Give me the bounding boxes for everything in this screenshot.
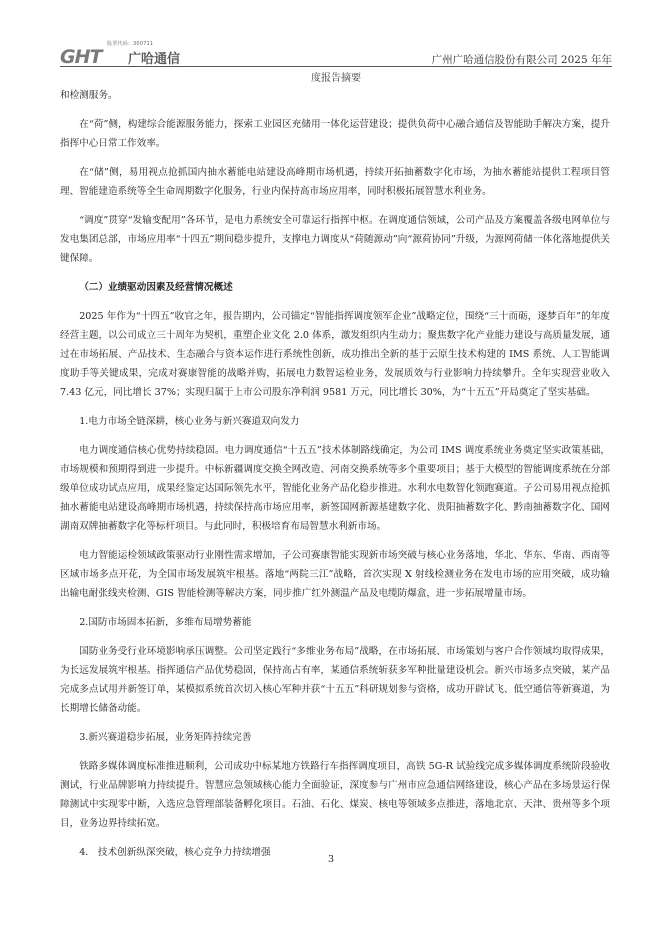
paragraph: 在“荷”侧，构建综合能源服务能力，探索工业园区充储用一体化运营建设；提供负荷中心融合通信及智能助手解决方案，提升指挥中心日常工作效率。 (60, 119, 610, 149)
header-report-title: 广州广哈通信股份有限公司 2025 年年 (431, 54, 612, 66)
subsection-heading: 1.电力市场全链深耕，核心业务与新兴赛道双向发力 (79, 416, 300, 427)
paragraph: 电力调度通信核心优势持续稳固。电力调度通信“十五五”技术体制路线确定，为公司 IMS 调度系统业务奠定坚实政策基础，市场规模和预期得到进一步提升。中标新疆调度交换全网改造、河南交换系统等多个重要项目；基于大模型的智能调度系统在分部级单位成功试点应用，成果经鉴定达国际领先水平，智能化业务产品化稳步推进。水利水电数智化领跑赛道。子公司易用视点抢抓抽水蓄能电站建设高峰期市场机遇，持续保持高市场应用率，新签国网新源基建数字化、贵阳抽蓄数字化、黔南抽蓄数字化、国网湖南双牌抽蓄数字化等标杆项目。与此同时，积极培育布局智慧水利新市场。 (60, 445, 610, 532)
subsection-heading: 3.新兴赛道稳步拓展，业务矩阵持续完善 (79, 732, 252, 743)
logo-company-name: 广哈通信 (128, 52, 181, 67)
subsection-heading: 2.国防市场固本拓新，多维布局增势蓄能 (79, 617, 252, 628)
subsection-heading: 4. 技术创新纵深突破，核心竞争力持续增强 (79, 847, 271, 858)
header-report-subtitle: 度报告摘要 (311, 73, 361, 84)
header-divider (60, 66, 612, 67)
logo-stock-code: 股票代码：300711 (107, 41, 154, 47)
paragraph: 在“储”侧，易用视点抢抓国内抽水蓄能电站建设高峰期市场机遇，持续开拓抽蓄数字化市场，为抽水蓄能站提供工程项目管理、智能建造系统等全生命周期数字化服务，行业内保持高市场应用率，同时积极拓展智慧水利业务。 (60, 167, 610, 197)
paragraph: 电力智能运检领域政策驱动行业刚性需求增加，子公司赛康智能实现新市场突破与核心业务落地，华北、华东、华南、西南等区域市场多点开花，为全国市场发展筑牢根基。落地“两院三江”战略，首次实现 X 射线检测业务在发电市场的应用突破，成功输出输电耐张线夹检测、GIS 智能检测等解决方案，同步推广红外测温产品及电缆防爆盒，进一步拓展增量市场。 (60, 550, 610, 599)
page-body (60, 86, 610, 872)
section-heading: （二）业绩驱动因素及经营情况概述 (79, 282, 233, 293)
company-logo (60, 40, 190, 66)
logo-mark: GHT (60, 46, 102, 68)
paragraph: 和检测服务。 (60, 90, 118, 101)
paragraph: 国防业务受行业环境影响承压调整。公司坚定践行“多维业务布局”战略，在市场拓展、市场策划与客户合作领域均取得成果，为长远发展筑牢根基。指挥通信产品优势稳固，保持高占有率，某通信系统斩获多军种批量建设机会。新兴市场多点突破，某产品完成多点试用并新签订单，某模拟系统首次切入核心军种并获“十五五”科研规划参与资格，成功开辟试飞、低空通信等新赛道，为长期增长储备动能。 (60, 646, 610, 714)
paragraph: 铁路多媒体调度标准推进顺利，公司成功中标某地方铁路行车指挥调度项目，高铁 5G-R 试验线完成多媒体调度系统阶段验收测试，行业品牌影响力持续提升。智慧应急领域核心能力全面验证，深度参与广州市应急通信网络建设，核心产品在多场景运行保障测试中实现零中断，入选应急管理部装备孵化项目。石油、石化、煤炭、核电等领域多点推进，落地北京、天津、贵州等多个项目，业务边界持续拓宽。 (60, 761, 610, 829)
page-header (60, 38, 612, 82)
paragraph: “调度”贯穿“发输变配用”各环节，是电力系统安全可靠运行指挥中枢。在调度通信领域，公司产品及方案覆盖各级电网单位与发电集团总部，市场应用率“十四五”期间稳步提升，支撑电力调度从“荷随源动”向“源荷协同”升级，为源网荷储一体化落地提供关键保障。 (60, 215, 610, 264)
page-number: 3 (327, 854, 335, 865)
paragraph: 2025 年作为“十四五”收官之年，报告期内，公司锚定“智能指挥调度领军企业”战略定位，围绕“三十而砺，逐梦百年”的年度经营主题，以公司成立三十周年为契机，重塑企业文化 2.0 体系，激发组织内生动力；聚焦数字化产业能力建设与高质量发展，通过在市场拓展、产品技术、生态融合与资本运作进行系统性创新，成功推出全新的基于云原生技术构建的 IMS 系统、人工智能调度助手等关键成果，完成对赛康智能的战略并购，拓展电力数智运检业务，发展质效与行业影响力持续攀升。全年实现营业收入 7.43 亿元，同比增长 37%；实现归属于上市公司股东净利润 9581 万元，同比增长 30%，为“十五五”开局奠定了坚实基础。 (60, 311, 610, 398)
